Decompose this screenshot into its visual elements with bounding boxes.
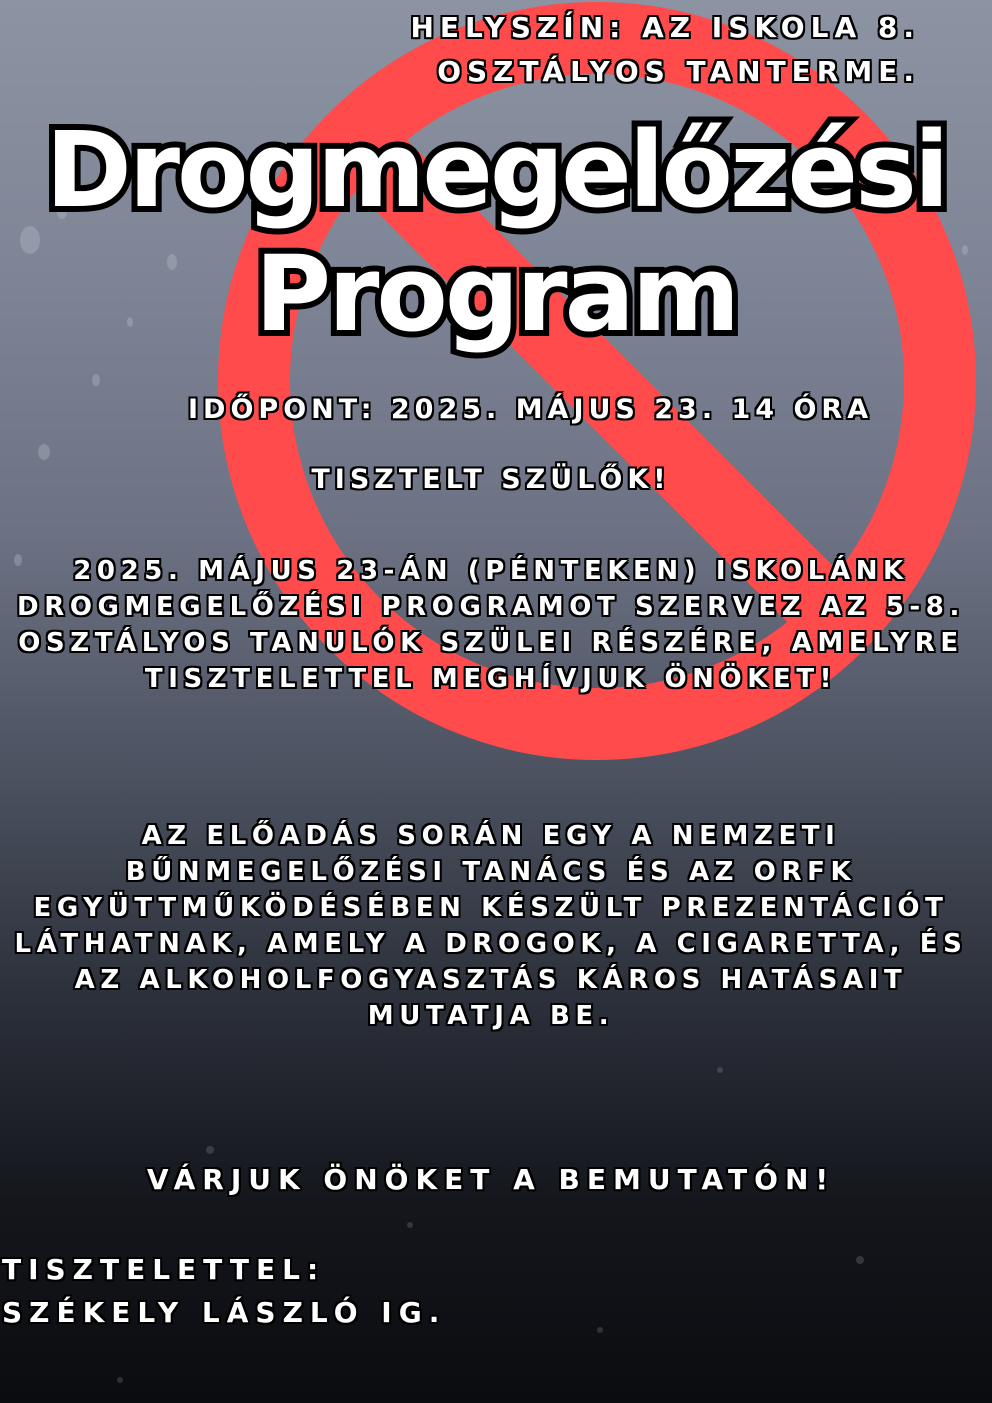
invitation-paragraph: 2025. MÁJUS 23-ÁN (PÉNTEKEN) ISKOLÁNK DROGMEGELŐZÉSI PROGRAMOT SZERVEZ AZ 5-8. OSZTÁLYOS TANULÓK SZÜLEI RÉSZÉRE, AMELYRE TISZTELETTEL MEGHÍVJUK ÖNÖKET! <box>17 556 965 694</box>
location-text: HELYSZÍN: AZ ISKOLA 8. OSZTÁLYOS TANTERME. <box>410 11 920 88</box>
program-title <box>0 108 992 356</box>
date-text: IDŐPONT: 2025. MÁJUS 23. 14 ÓRA <box>188 394 874 425</box>
title-line-1: Drogmegelőzési <box>45 109 947 231</box>
presentation-paragraph: AZ ELŐADÁS SORÁN EGY A NEMZETI BŰNMEGELŐZÉSI TANÁCS ÉS AZ ORFK EGYÜTTMŰKÖDÉSÉBEN KÉSZÜLT PREZENTÁCIÓT LÁTHATNAK, AMELY A DROGOK, A CIGARETTA, ÉS AZ ALKOHOLFOGYASZTÁS KÁROS HATÁSAIT MUTATJA BE. <box>14 821 968 1031</box>
closing-text: VÁRJUK ÖNÖKET A BEMUTATÓN! <box>146 1163 836 1196</box>
signature-salutation: TISZTELETTEL: <box>2 1253 326 1286</box>
title-line-2: Program <box>254 233 738 355</box>
signature-name: SZÉKELY LÁSZLÓ IG. <box>2 1296 447 1329</box>
greeting-text: TISZTELT SZÜLŐK! <box>311 464 671 495</box>
